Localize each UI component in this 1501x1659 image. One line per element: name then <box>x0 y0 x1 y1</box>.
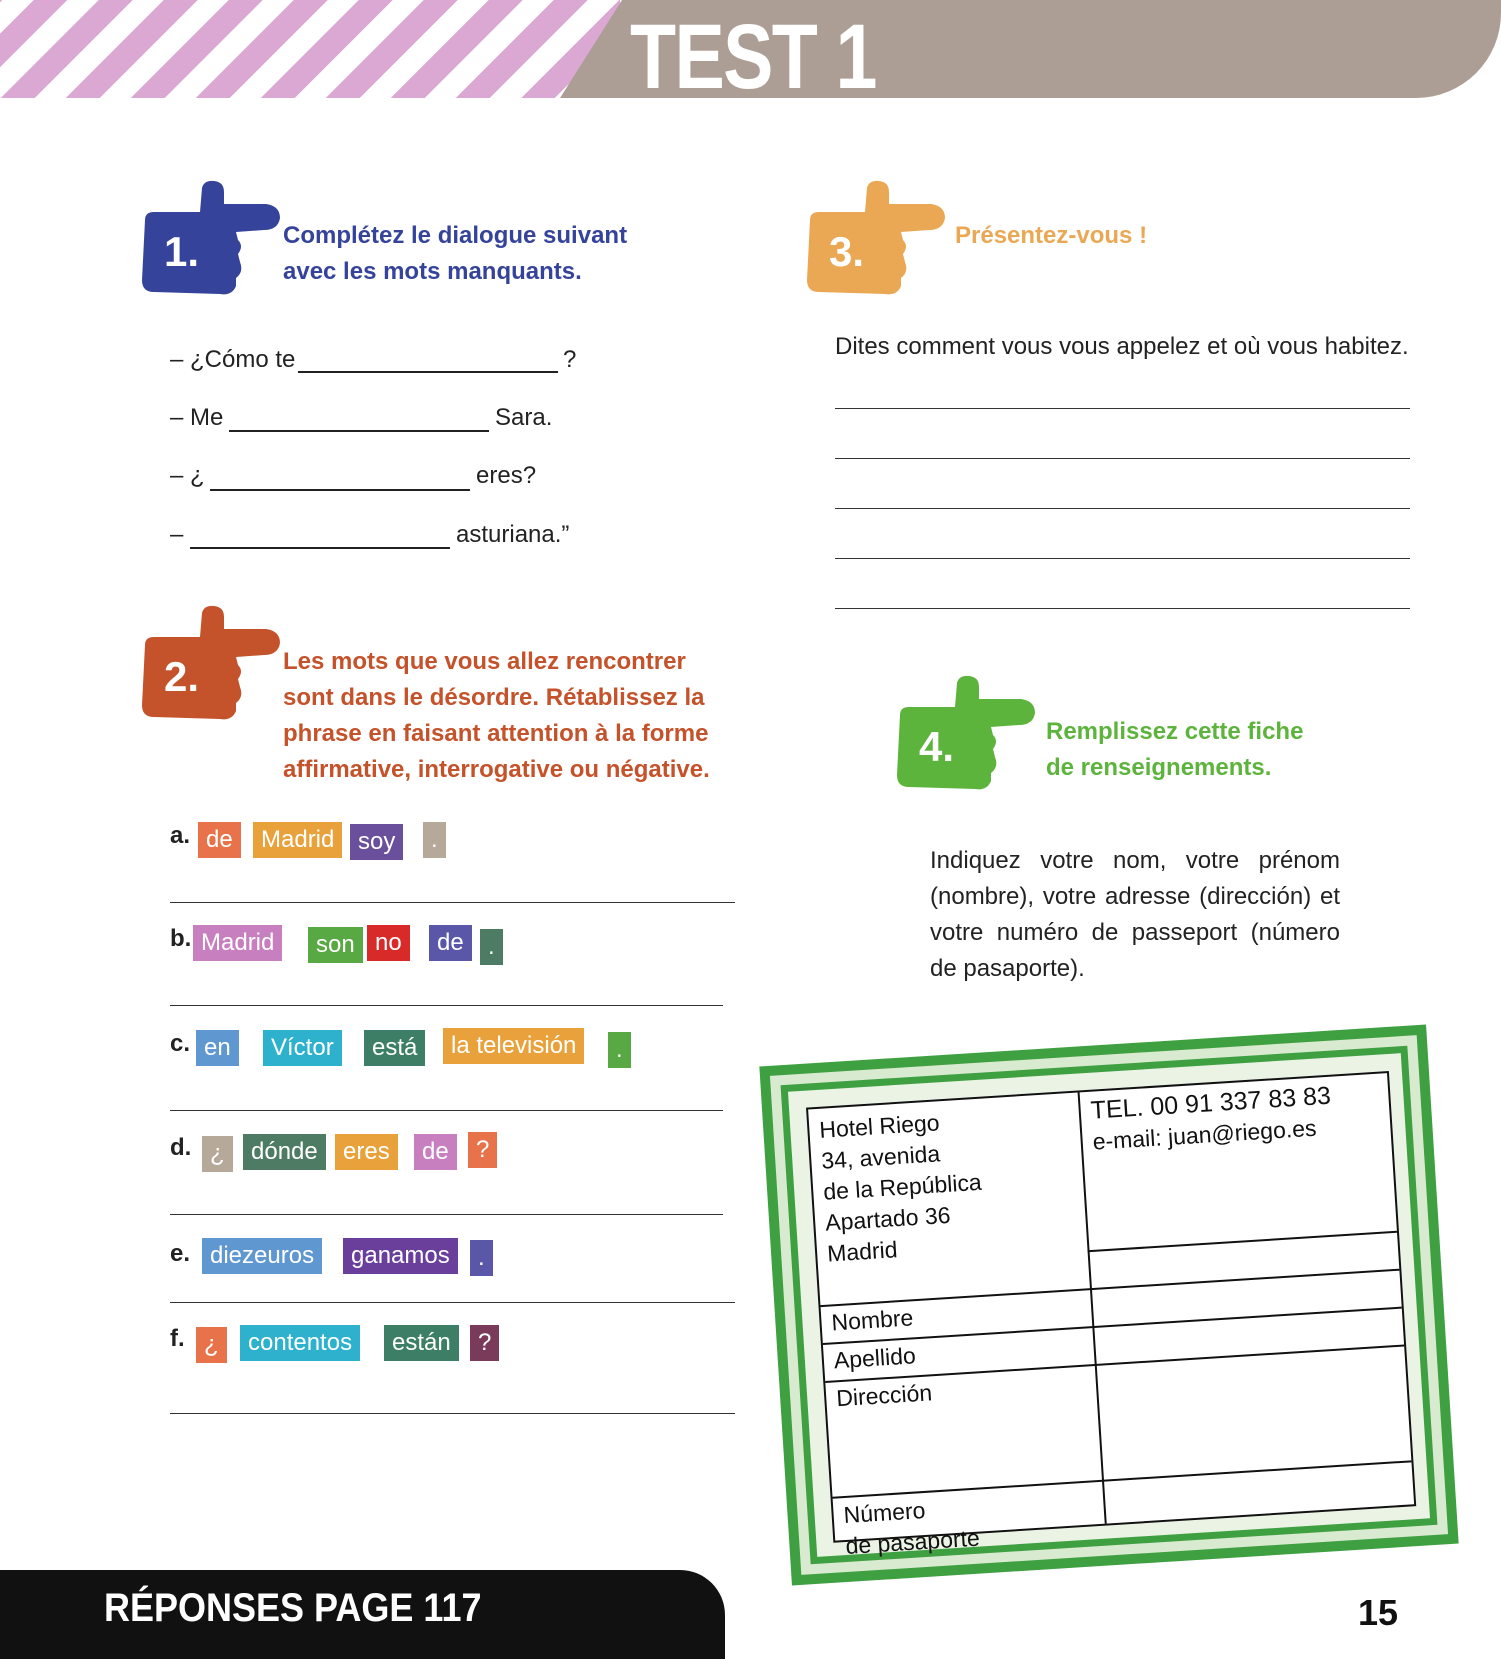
word-tile[interactable]: no <box>367 925 410 961</box>
word-tile[interactable]: la televisión <box>443 1028 584 1064</box>
word-tile[interactable]: de <box>198 822 241 858</box>
label-line: de pasaporte <box>844 1524 981 1559</box>
word-tile[interactable]: Madrid <box>253 822 342 858</box>
word-tile[interactable]: de <box>414 1134 457 1170</box>
word-tile[interactable]: diezeuros <box>202 1238 322 1274</box>
pointing-hand-icon <box>805 180 945 300</box>
answer-line[interactable] <box>170 902 735 903</box>
exercise-4-instruction <box>1046 714 1303 786</box>
exercise-number: 2. <box>164 653 200 700</box>
word-tile[interactable]: soy <box>350 824 403 860</box>
answer-line[interactable] <box>170 1110 723 1111</box>
word-tile[interactable]: en <box>196 1030 239 1066</box>
address-line: Hotel Riego <box>818 1109 941 1143</box>
pointing-hand-icon <box>140 605 280 725</box>
field-label-direccion: Dirección <box>835 1379 933 1412</box>
word-tile[interactable]: están <box>384 1325 459 1361</box>
hotel-contact <box>1090 1081 1334 1158</box>
word-tile[interactable]: ¿ <box>202 1136 233 1172</box>
text-line: de pasaporte). <box>930 955 1085 982</box>
instruction-line: phrase en faisant attention à la forme <box>283 720 709 747</box>
item-letter: c. <box>170 1030 191 1057</box>
hotel-address <box>818 1105 986 1270</box>
header-stripes <box>0 0 620 98</box>
direccion-input[interactable] <box>1097 1347 1410 1480</box>
exercise-1-instruction <box>283 218 627 290</box>
address-line: Madrid <box>826 1236 899 1267</box>
word-tile[interactable]: Madrid <box>193 925 282 961</box>
blank-line[interactable] <box>190 547 450 549</box>
blank-line[interactable] <box>210 489 470 491</box>
word-tile[interactable]: son <box>308 927 363 963</box>
field-label-pasaporte <box>843 1492 981 1562</box>
exercise-number: 1. <box>164 228 200 275</box>
exercise-2-instruction <box>283 644 710 788</box>
answer-line[interactable] <box>170 1302 735 1303</box>
exercise-3-instruction: Présentez-vous ! <box>955 222 1148 249</box>
pointing-hand-icon <box>895 675 1035 795</box>
blank-line[interactable] <box>229 430 489 432</box>
item-letter: b. <box>170 925 192 952</box>
instruction-line: Les mots que vous allez rencontrer <box>283 648 686 675</box>
text-line: votre numéro de passeport (número <box>930 919 1340 946</box>
item-letter: d. <box>170 1134 192 1161</box>
item-letter: f. <box>170 1325 185 1352</box>
instruction-line: affirmative, interrogative ou négative. <box>283 756 710 783</box>
text-line: Indiquez votre nom, votre prénom <box>930 847 1340 874</box>
item-letter: a. <box>170 822 191 849</box>
word-tile[interactable]: eres <box>335 1134 398 1170</box>
page-number: 15 <box>1358 1592 1399 1633</box>
pointing-hand-icon <box>140 180 280 300</box>
item-letter: e. <box>170 1240 191 1267</box>
instruction-line: de renseignements. <box>1046 754 1272 781</box>
word-tile[interactable]: ? <box>468 1132 497 1168</box>
word-tile[interactable]: ¿ <box>196 1327 227 1363</box>
word-tile[interactable]: . <box>608 1032 631 1068</box>
label-line: Número <box>842 1496 927 1529</box>
writing-line[interactable] <box>835 558 1410 559</box>
text-line: (nombre), votre adresse (dirección) et <box>930 883 1340 910</box>
dialogue-line-1: – ¿Cómo te <box>170 346 296 373</box>
dialogue-line-1-end: ? <box>563 346 577 373</box>
answers-reference: RÉPONSES PAGE 117 <box>104 1586 482 1630</box>
exercise-number: 3. <box>829 228 865 275</box>
address-line: Apartado 36 <box>824 1201 952 1236</box>
dialogue-line-4: – <box>170 521 184 548</box>
field-label-apellido: Apellido <box>833 1342 917 1374</box>
word-tile[interactable]: . <box>480 929 503 965</box>
word-tile[interactable]: . <box>470 1240 493 1276</box>
contact-phone: TEL. 00 91 337 83 83 <box>1089 1081 1332 1125</box>
word-tile[interactable]: dónde <box>243 1134 326 1170</box>
address-line: de la República <box>822 1168 983 1205</box>
dialogue-line-3-end: eres? <box>476 462 537 489</box>
page-title: TEST 1 <box>630 8 876 106</box>
address-line: 34, avenida <box>820 1140 941 1174</box>
instruction-line: Complétez le dialogue suivant <box>283 222 628 249</box>
writing-line[interactable] <box>835 458 1410 459</box>
answer-line[interactable] <box>170 1413 735 1414</box>
contact-email: e-mail: juan@riego.es <box>1091 1114 1318 1155</box>
word-tile[interactable]: de <box>429 925 472 961</box>
exercise-3-prompt: Dites comment vous vous appelez et où vous habitez. <box>835 333 1409 360</box>
word-tile[interactable]: Víctor <box>263 1030 342 1066</box>
word-tile[interactable]: contentos <box>240 1325 360 1361</box>
writing-line[interactable] <box>835 508 1410 509</box>
word-tile[interactable]: ? <box>470 1325 499 1361</box>
field-label-nombre: Nombre <box>830 1304 915 1336</box>
dialogue-line-2-end: Sara. <box>495 404 553 431</box>
dialogue-line-2: – Me <box>170 404 224 431</box>
answer-line[interactable] <box>170 1005 723 1006</box>
instruction-line: sont dans le désordre. Rétablissez la <box>283 684 705 711</box>
dialogue-line-3: – ¿ <box>170 462 205 489</box>
word-tile[interactable]: ganamos <box>343 1238 458 1274</box>
exercise-4-text <box>930 843 1340 987</box>
writing-line[interactable] <box>835 408 1410 409</box>
writing-line[interactable] <box>835 608 1410 609</box>
instruction-line: Remplissez cette fiche <box>1046 718 1304 745</box>
instruction-line: avec les mots manquants. <box>283 258 582 285</box>
answer-line[interactable] <box>170 1214 723 1215</box>
exercise-number: 4. <box>919 723 955 770</box>
blank-line[interactable] <box>298 371 558 373</box>
word-tile[interactable]: está <box>364 1030 425 1066</box>
dialogue-line-4-end: asturiana.” <box>456 521 570 548</box>
registration-form <box>806 1071 1416 1559</box>
word-tile[interactable]: . <box>423 822 446 858</box>
registration-card <box>759 1025 1458 1586</box>
